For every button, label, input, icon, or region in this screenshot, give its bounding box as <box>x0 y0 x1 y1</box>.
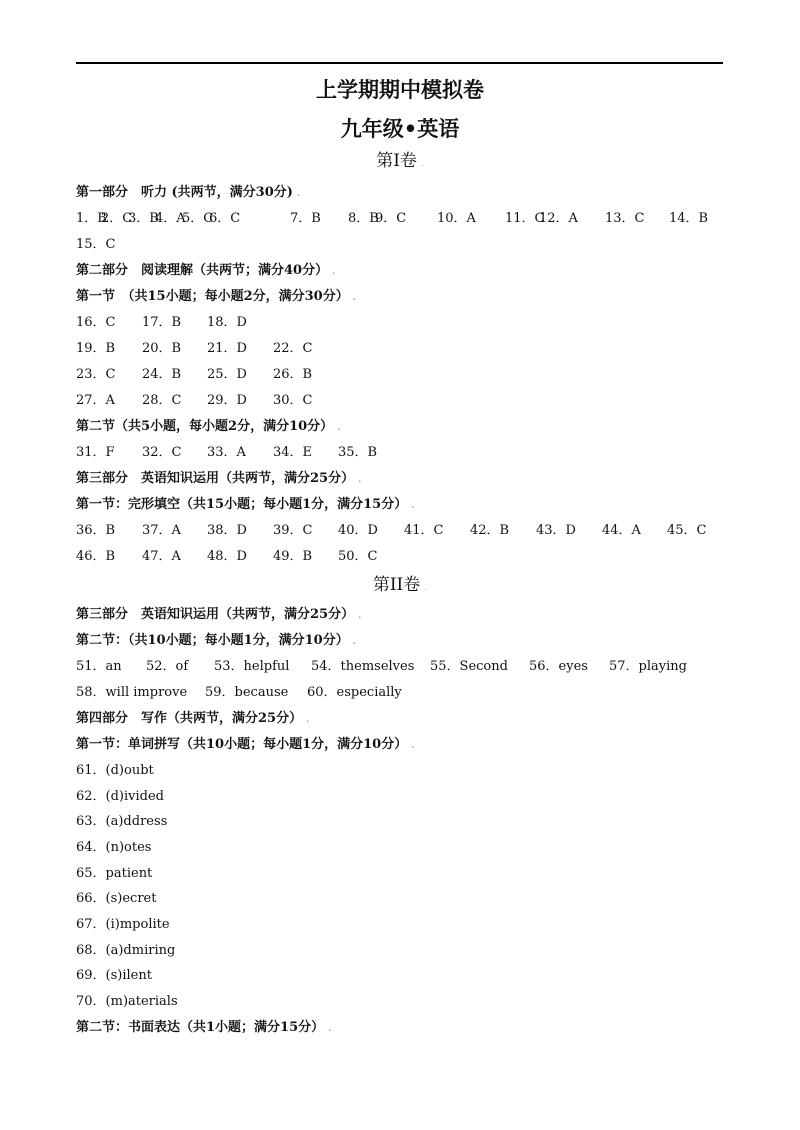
part3b-section2-heading: 第二节：（共10小题；每小题1分，满分10分） . <box>76 633 356 648</box>
answer-67: 67．(i)mpolite <box>76 917 170 932</box>
answer-62: 62．(d)ivided <box>76 789 165 804</box>
answer-30: 30．C <box>273 393 313 408</box>
answer-57: 57．playing <box>609 659 687 674</box>
answer-20: 20．B <box>142 341 182 356</box>
answer-3: 3．B <box>128 211 159 226</box>
answer-39: 39．C <box>273 523 313 538</box>
volume-2-heading: 第II卷 . <box>372 575 428 595</box>
answer-16: 16．C <box>76 315 116 330</box>
answer-38: 38．D <box>207 523 247 538</box>
answer-18: 18．D <box>207 315 247 330</box>
answer-54: 54．themselves <box>311 659 415 674</box>
part3b-heading: 第三部分 英语知识运用（共两节，满分25分） . <box>76 607 362 622</box>
answer-34: 34．E <box>273 445 313 460</box>
answer-33: 33．A <box>207 445 246 460</box>
answer-37: 37．A <box>142 523 181 538</box>
part2-section2-heading: 第二节（共5小题，每小题2分，满分10分） . <box>76 419 341 434</box>
answer-52: 52．of <box>146 659 189 674</box>
answer-22: 22．C <box>273 341 313 356</box>
answer-7: 7．B <box>290 211 321 226</box>
answer-35: 35．B <box>338 445 378 460</box>
answer-15: 15．C <box>76 237 116 252</box>
answer-26: 26．B <box>273 367 313 382</box>
answer-31: 31．F <box>76 445 115 460</box>
answer-70: 70．(m)aterials <box>76 994 178 1009</box>
answer-32: 32．C <box>142 445 182 460</box>
answer-17: 17．B <box>142 315 182 330</box>
part2-heading: 第二部分 阅读理解（共两节；满分40分） . <box>76 263 336 278</box>
answer-46: 46．B <box>76 549 116 564</box>
answer-21: 21．D <box>207 341 247 356</box>
answer-13: 13．C <box>605 211 645 226</box>
answer-47: 47．A <box>142 549 181 564</box>
answer-55: 55．Second <box>430 659 508 674</box>
part2-section1-heading: 第一节 （共15小题；每小题2分，满分30分） . <box>76 289 356 304</box>
answer-1: 1．B <box>76 211 107 226</box>
answer-63: 63．(a)ddress <box>76 814 168 829</box>
volume-1-heading: 第I卷 . <box>376 151 424 171</box>
answer-8: 8．B <box>348 211 379 226</box>
answer-53: 53．helpful <box>214 659 290 674</box>
answer-24: 24．B <box>142 367 182 382</box>
answer-48: 48．D <box>207 549 247 564</box>
part4-section2-heading: 第二节：书面表达（共1小题；满分15分） . <box>76 1020 332 1035</box>
answer-41: 41．C <box>404 523 444 538</box>
top-rule <box>76 62 723 64</box>
answer-14: 14．B <box>669 211 709 226</box>
answer-49: 49．B <box>273 549 313 564</box>
answer-58: 58．will improve <box>76 685 188 700</box>
answer-9: 9．C <box>375 211 407 226</box>
answer-66: 66．(s)ecret <box>76 891 157 906</box>
answer-64: 64．(n)otes <box>76 840 152 855</box>
answer-4: 4．A <box>155 211 186 226</box>
part4-section1-heading: 第一节：单词拼写（共10小题；每小题1分，满分10分） . <box>76 737 415 752</box>
answer-11: 11．C <box>505 211 545 226</box>
answer-59: 59．because <box>205 685 289 700</box>
document-title: 上学期期中模拟卷 <box>316 77 484 102</box>
answer-2: 2．C <box>101 211 133 226</box>
answer-5: 5．C <box>182 211 214 226</box>
answer-44: 44．A <box>602 523 641 538</box>
answer-60: 60．especially <box>307 685 402 700</box>
answer-50: 50．C <box>338 549 378 564</box>
part3-section1-heading: 第一节：完形填空（共15小题；每小题1分，满分15分） . <box>76 497 415 512</box>
answer-23: 23．C <box>76 367 116 382</box>
part3-heading: 第三部分 英语知识运用（共两节，满分25分） . <box>76 471 362 486</box>
part4-heading: 第四部分 写作（共两节，满分25分） . <box>76 711 310 726</box>
answer-68: 68．(a)dmiring <box>76 943 176 958</box>
part1-heading: 第一部分 听力 (共两节，满分30分) . <box>76 185 301 200</box>
answer-40: 40．D <box>338 523 378 538</box>
answer-61: 61．(d)oubt <box>76 763 154 778</box>
answer-10: 10．A <box>437 211 476 226</box>
answer-36: 36．B <box>76 523 116 538</box>
answer-42: 42．B <box>470 523 510 538</box>
document-subtitle: 九年级•英语 <box>340 116 460 141</box>
answer-69: 69．(s)ilent <box>76 968 152 983</box>
answer-56: 56．eyes <box>529 659 588 674</box>
answer-6: 6．C <box>209 211 241 226</box>
answer-25: 25．D <box>207 367 247 382</box>
answer-65: 65．patient <box>76 866 153 881</box>
answer-19: 19．B <box>76 341 116 356</box>
answer-51: 51．an <box>76 659 122 674</box>
answer-28: 28．C <box>142 393 182 408</box>
answer-45: 45．C <box>667 523 707 538</box>
answer-12: 12．A <box>539 211 578 226</box>
answer-43: 43．D <box>536 523 576 538</box>
answer-29: 29．D <box>207 393 247 408</box>
answer-27: 27．A <box>76 393 115 408</box>
